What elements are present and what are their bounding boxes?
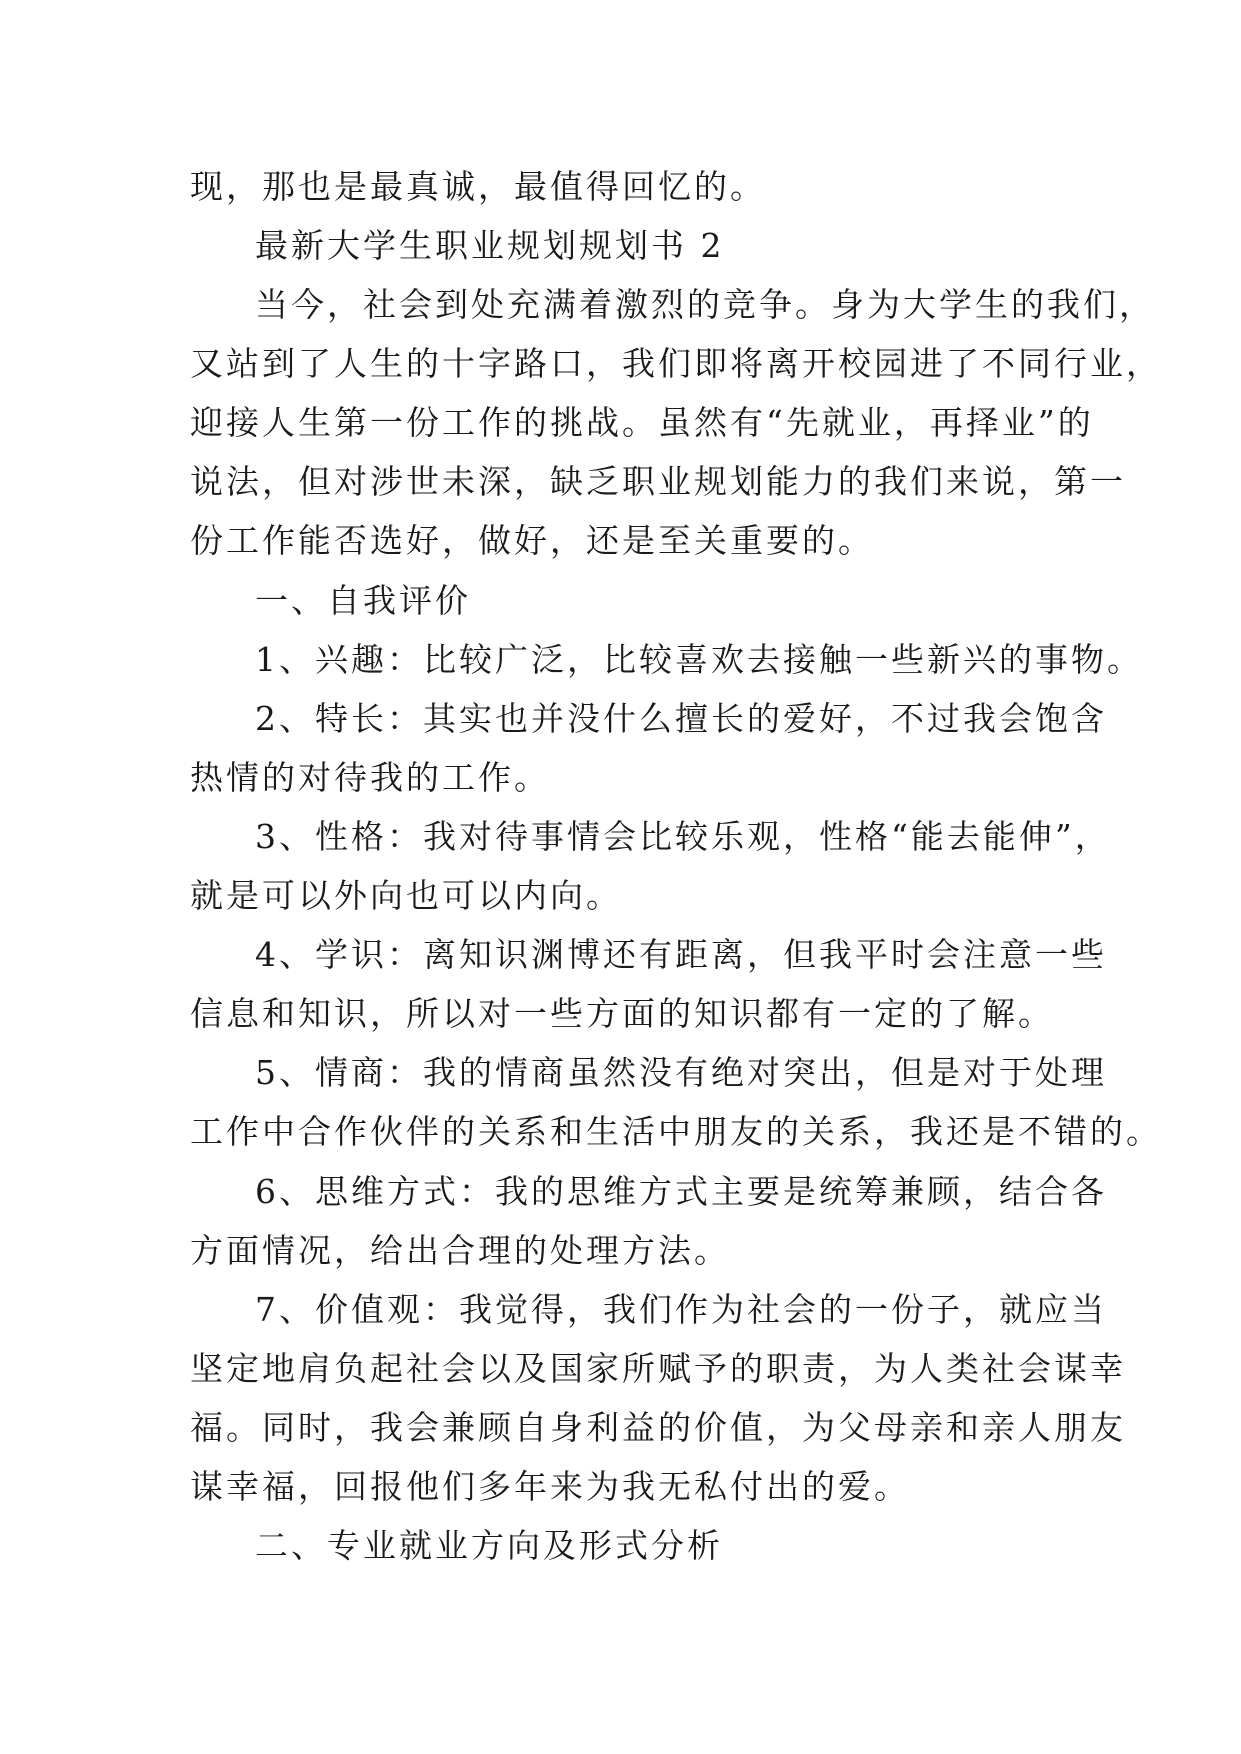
paragraph-line: 工作中合作伙伴的关系和生活中朋友的关系，我还是不错的。	[190, 1112, 1162, 1151]
paragraph-line: 说法，但对涉世未深，缺乏职业规划能力的我们来说，第一	[190, 462, 1126, 501]
list-item: 2、特长：其实也并没什么擅长的爱好，不过我会饱含	[255, 699, 1107, 738]
paragraph-line: 坚定地肩负起社会以及国家所赋予的职责，为人类社会谋幸	[190, 1349, 1126, 1388]
paragraph-line: 福。同时，我会兼顾自身利益的价值，为父母亲和亲人朋友	[190, 1408, 1126, 1447]
paragraph-line: 份工作能否选好，做好，还是至关重要的。	[190, 521, 874, 560]
list-item: 4、学识：离知识渊博还有距离，但我平时会注意一些	[255, 935, 1107, 974]
paragraph-line: 现，那也是最真诚，最值得回忆的。	[190, 167, 766, 206]
paragraph-line: 谋幸福，回报他们多年来为我无私付出的爱。	[190, 1467, 910, 1506]
paragraph-line: 信息和知识，所以对一些方面的知识都有一定的了解。	[190, 994, 1054, 1033]
paragraph-line: 方面情况，给出合理的处理方法。	[190, 1231, 730, 1270]
section-heading: 最新大学生职业规划规划书 2	[255, 226, 725, 265]
list-item: 6、思维方式：我的思维方式主要是统筹兼顾，结合各	[255, 1172, 1107, 1211]
section-heading: 二、专业就业方向及形式分析	[255, 1526, 723, 1565]
list-item: 5、情商：我的情商虽然没有绝对突出，但是对于处理	[255, 1053, 1107, 1092]
list-item: 1、兴趣：比较广泛，比较喜欢去接触一些新兴的事物。	[255, 640, 1143, 679]
list-item: 3、性格：我对待事情会比较乐观，性格“能去能伸”，	[255, 817, 1111, 856]
paragraph-line: 又站到了人生的十字路口，我们即将离开校园进了不同行业，	[190, 344, 1162, 383]
paragraph-line: 当今，社会到处充满着激烈的竞争。身为大学生的我们，	[255, 285, 1155, 324]
paragraph-line: 就是可以外向也可以内向。	[190, 876, 622, 915]
paragraph-line: 迎接人生第一份工作的挑战。虽然有“先就业，再择业”的	[190, 403, 1094, 442]
section-heading: 一、自我评价	[255, 581, 471, 620]
paragraph-line: 热情的对待我的工作。	[190, 758, 550, 797]
list-item: 7、价值观：我觉得，我们作为社会的一份子，就应当	[255, 1290, 1107, 1329]
